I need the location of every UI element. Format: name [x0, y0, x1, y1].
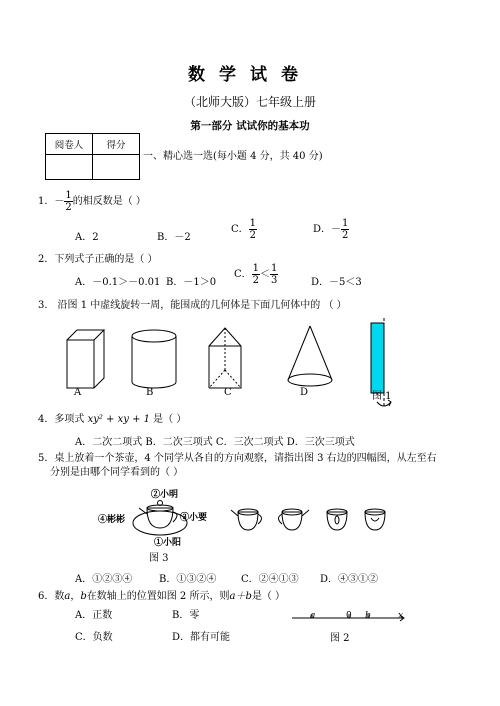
figure-3-label: 图 3	[149, 553, 169, 564]
q6-option-a: A．正数	[75, 610, 113, 621]
q2-option-c-label: C．	[234, 269, 252, 280]
axis-label-a: a	[310, 611, 316, 621]
score-table-grader-header: 阅卷人	[46, 134, 93, 155]
q6-option-b: B．零	[172, 610, 200, 621]
q6-option-c: C．负数	[75, 632, 113, 643]
question-3: 3． 沿图 1 中虚线旋转一周，能围成的几何体是下面几何体中的 （ ）	[38, 300, 347, 311]
teapot-view-4	[365, 509, 385, 530]
person-xiaoming: ②小明	[151, 490, 179, 500]
q1-option-d-fraction	[341, 218, 349, 241]
q6-expression: a＋b	[229, 591, 252, 602]
prism-figure	[209, 328, 241, 388]
question-2: 2．下列式子正确的是（ ）	[38, 254, 158, 265]
q4-prefix: 4．多项式	[38, 414, 85, 425]
q6-option-d: D．都有可能	[172, 632, 231, 643]
q5-option-b: B．①③②④	[159, 574, 217, 585]
q2-option-a: A．－0.1＞－0.01	[75, 277, 161, 288]
q4-tail: 是（ ）	[153, 414, 187, 425]
q6-mid: 在数轴上的位置如图 2 所示，则	[86, 591, 230, 602]
q5-figures	[95, 490, 395, 552]
q1-option-d	[313, 218, 349, 241]
q2-frac-2	[270, 263, 278, 286]
score-table	[45, 133, 140, 180]
q4-expression: xy² + xy + 1	[87, 414, 150, 425]
q1c-den: 2	[249, 230, 257, 241]
cylinder-figure	[132, 330, 176, 388]
q1-minus: －	[54, 196, 65, 207]
q1-tail: 的相反数是（ ）	[72, 196, 146, 207]
q2f2-den: 3	[271, 275, 278, 286]
q1-option-c-label: C．	[231, 224, 249, 235]
part-heading: 第一部分 试试你的基本功	[190, 120, 310, 132]
q1c-num: 1	[249, 218, 257, 229]
score-table-grader-cell	[46, 155, 93, 180]
question-5-line-2: 分别是由哪个同学看到的（ ）	[50, 467, 184, 478]
q1-frac-den: 2	[65, 202, 72, 213]
q1-option-c-fraction	[249, 218, 257, 241]
q3-label-c: C	[224, 387, 232, 398]
teapot-view-2	[279, 509, 310, 530]
section-heading: 一、精心选一选(每小题 4 分，共 40 分)	[143, 151, 323, 162]
person-xiaoyang: ①小阳	[154, 538, 182, 548]
q3-label-a: A	[74, 387, 82, 398]
q6-var-a: a	[64, 591, 71, 602]
question-6	[38, 587, 285, 602]
q1-option-c	[231, 218, 257, 241]
q1-number: 1．	[38, 196, 55, 207]
person-xiaoyao: ③小要	[180, 513, 208, 523]
teapot-scene	[133, 501, 187, 536]
axis-label-b: b	[365, 611, 371, 621]
figure-1-label: 图 1	[372, 391, 392, 402]
q6-var-b: b	[80, 591, 87, 602]
figure-2-label: 图 2	[330, 633, 350, 644]
q6-post: 是（ ）	[251, 591, 286, 602]
q2-option-b: B．－1＞0	[166, 277, 217, 288]
page-title: 数学试卷	[188, 65, 312, 85]
score-table-score-cell	[93, 155, 140, 180]
q5-option-d: D．④③①②	[320, 574, 379, 585]
q2f1-num: 1	[252, 263, 260, 274]
q1-option-d-label: D．－	[313, 224, 342, 235]
q2f1-den: 2	[252, 275, 260, 286]
q2f2-num: 1	[271, 263, 278, 274]
q4-options: A．二次二项式 B．二次三项式 C．三次二项式 D．三次三项式	[75, 437, 355, 448]
q5-option-c: C．②④①③	[241, 574, 299, 585]
axis-label-x: x	[398, 611, 404, 621]
q5-option-a: A．①②③④	[75, 574, 133, 585]
q2-option-d: D．－5＜3	[311, 277, 362, 288]
q3-label-d: D	[300, 387, 309, 398]
teapot-view-3	[327, 509, 347, 530]
cone-figure	[288, 326, 332, 386]
q6-comma: ，	[70, 591, 81, 602]
q1-option-a: A．2	[75, 232, 99, 243]
q2-less-than: ＜	[260, 269, 271, 280]
person-binbin: ④彬彬	[98, 515, 126, 525]
q2-frac-1	[252, 263, 260, 286]
axis-label-zero: 0	[346, 611, 352, 621]
cuboid-figure	[67, 330, 104, 388]
page-subtitle: （北师大版）七年级上册	[183, 95, 316, 109]
q3-label-b: B	[146, 387, 154, 398]
teapot-view-1	[231, 509, 262, 530]
q1d-den: 2	[342, 230, 349, 241]
q1d-num: 1	[342, 218, 349, 229]
question-5-line-1: 5．桌上放着一个茶壶，4 个同学从各自的方向观察，请指出图 3 右边的四幅图，从左至右	[38, 453, 437, 464]
q2-option-c	[234, 263, 278, 286]
q1-frac-num: 1	[65, 190, 72, 201]
question-1	[38, 190, 146, 213]
q1-fraction	[64, 190, 72, 213]
question-4	[38, 410, 186, 425]
score-table-score-header: 得分	[93, 134, 140, 155]
q1-option-b: B．－2	[157, 232, 191, 243]
q6-pre: 6．数	[38, 591, 65, 602]
